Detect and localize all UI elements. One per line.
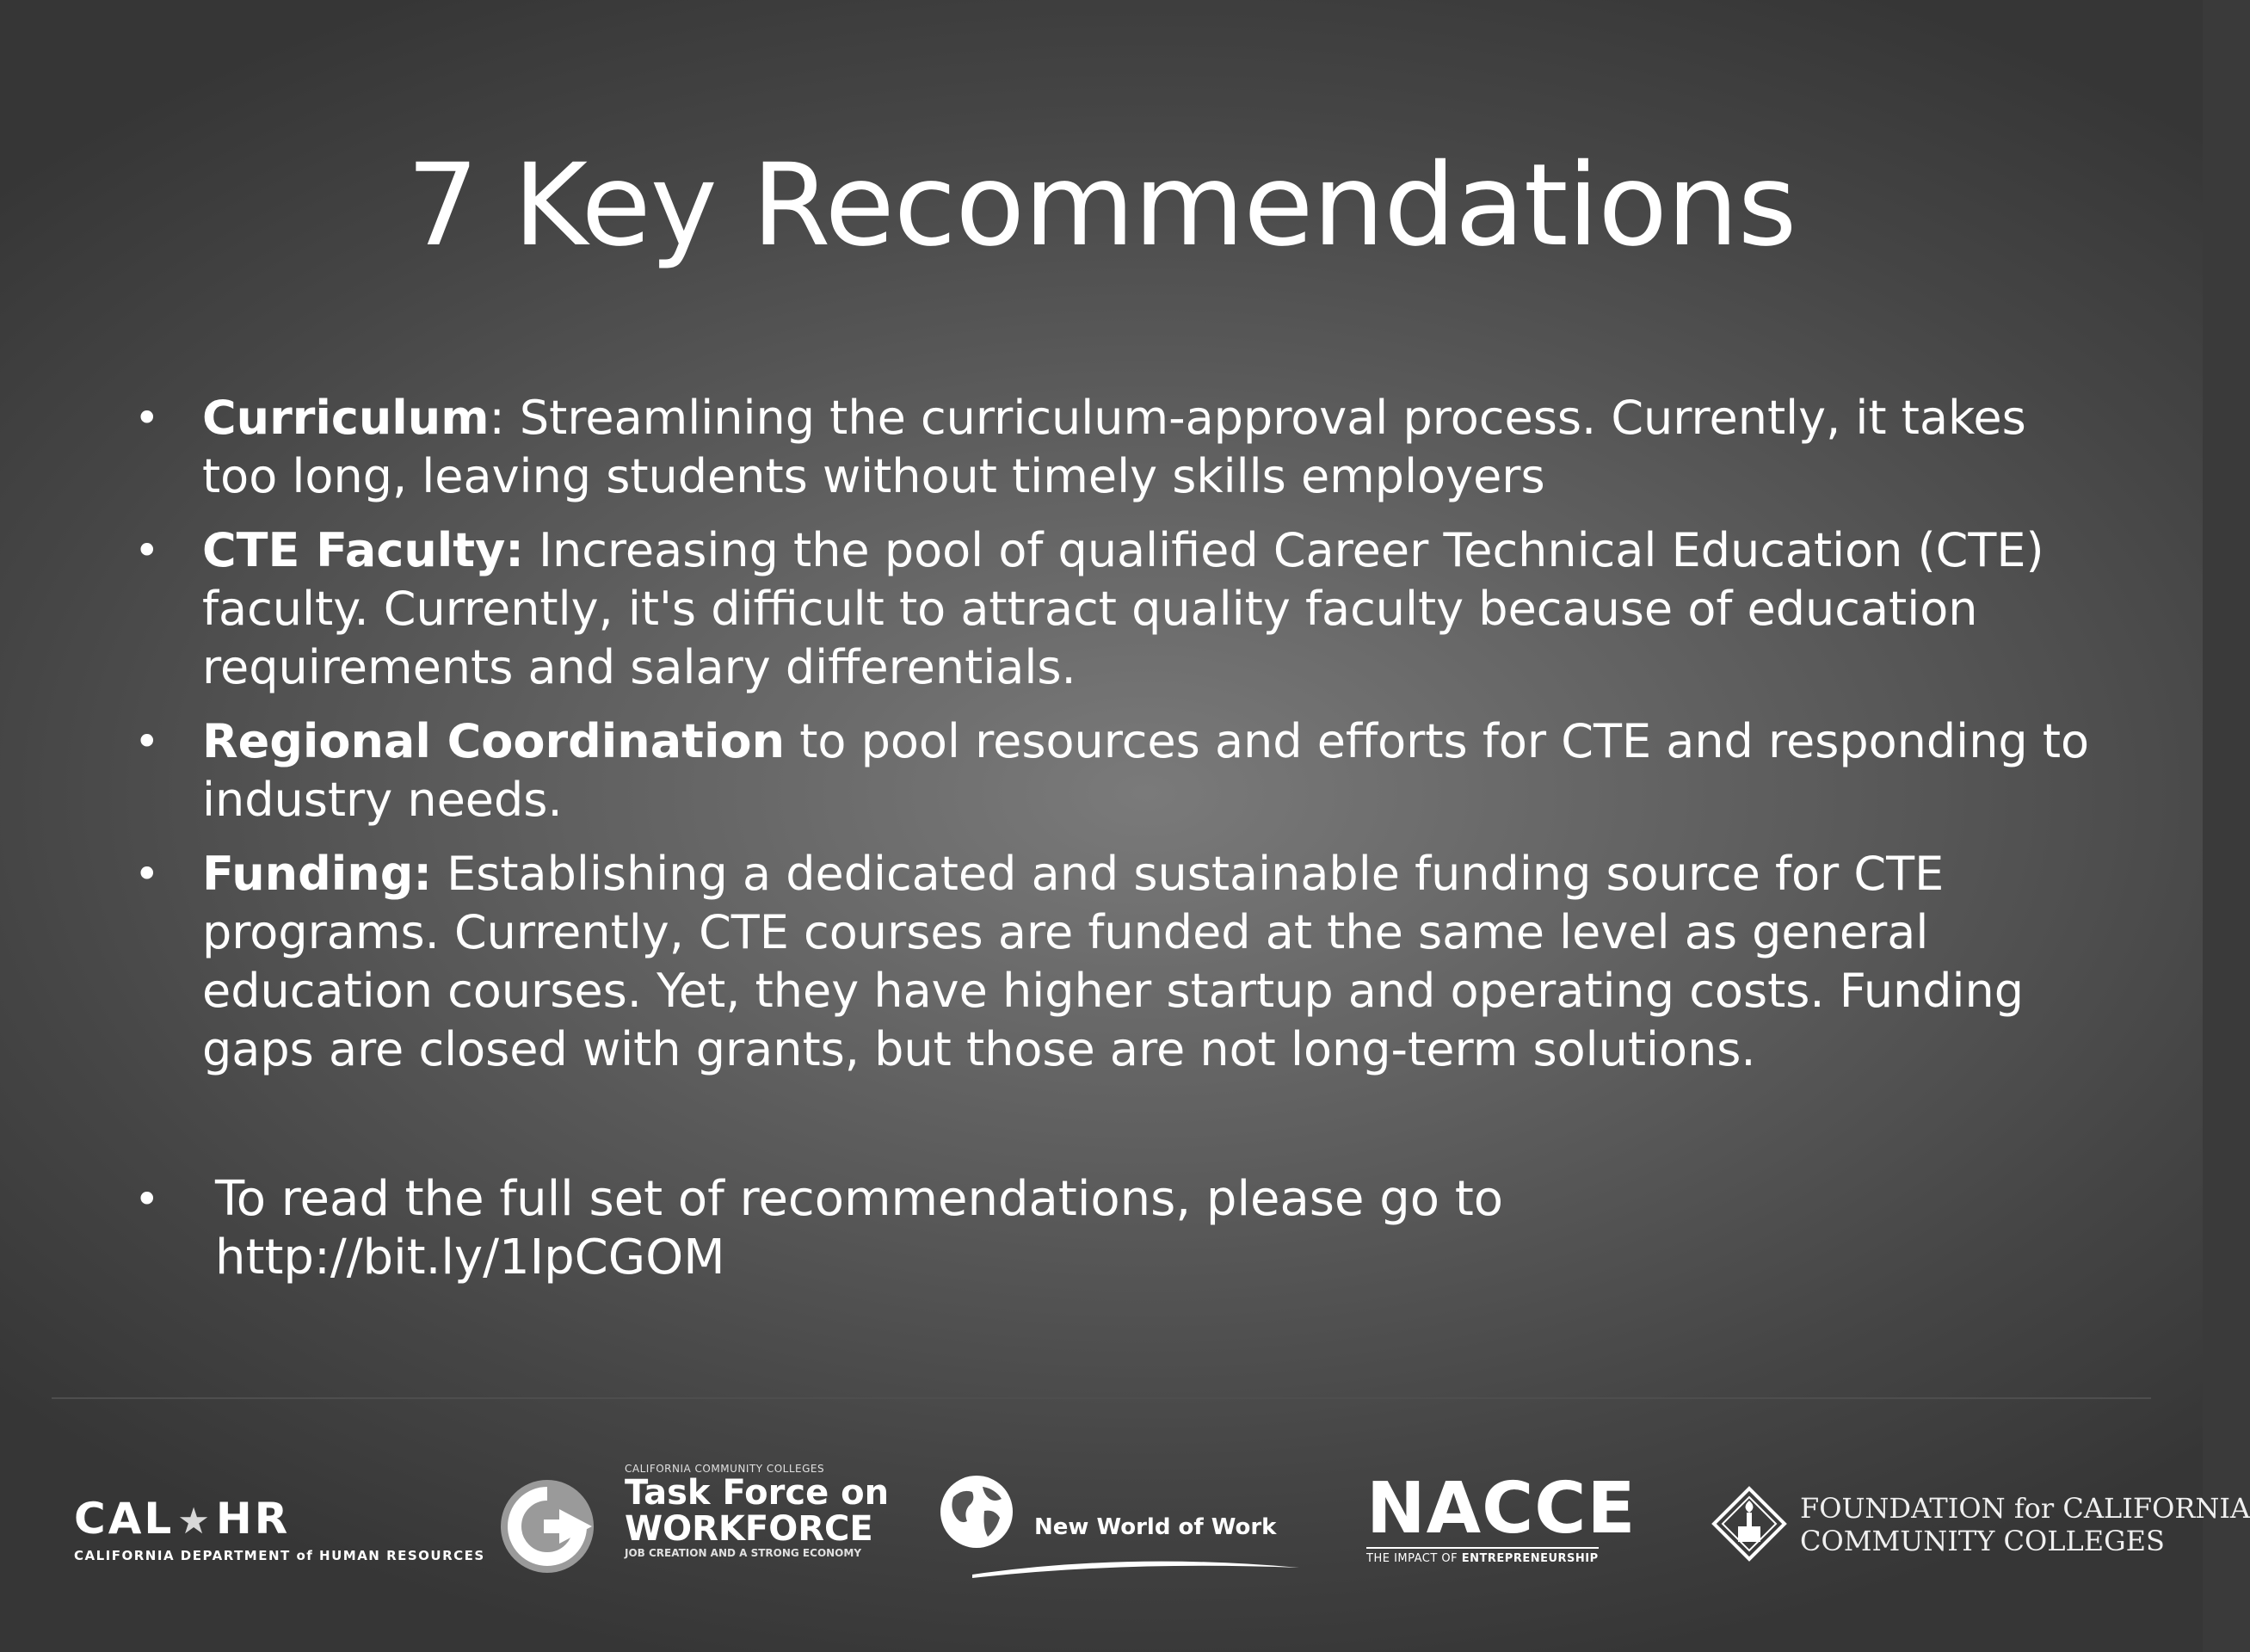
list-item xyxy=(129,389,2108,506)
circular-arrow-icon xyxy=(496,1475,599,1578)
bullet-text: Establishing a dedicated and sustainable funding source for CTE programs. Currently, CTE courses are funded at the same level as general education courses. Yet, they have higher startup and operating costs. Funding gaps are closed with grants, but those are not long-term solutions. xyxy=(202,847,2025,1076)
star-icon: ★ xyxy=(177,1500,213,1542)
nacce-subtitle xyxy=(1366,1547,1599,1565)
list-item xyxy=(129,712,2108,829)
bullet-label: Funding: xyxy=(202,847,432,901)
bullet-text: Increasing the pool of qualified Career Technical Education (CTE) faculty. Currently, it's difficult to attract quality faculty because of education requirements and salary differentials. xyxy=(202,523,2044,694)
nacce-logo-text: NACCE xyxy=(1366,1468,1637,1550)
taskforce-small-text: CALIFORNIA COMMUNITY COLLEGES xyxy=(625,1463,825,1475)
nacce-subtitle-prefix: THE IMPACT OF xyxy=(1366,1552,1462,1565)
calhr-logo xyxy=(74,1495,485,1563)
bullet-glyph: • xyxy=(134,849,160,899)
nacce-logo xyxy=(1366,1468,1637,1565)
slide-title: 7 Key Recommendations xyxy=(406,139,1797,272)
read-more xyxy=(129,1170,2108,1287)
taskforce-tagline: JOB CREATION AND A STRONG ECONOMY xyxy=(625,1547,862,1559)
recommendations-link[interactable]: http://bit.ly/1IpCGOM xyxy=(215,1230,725,1285)
foundation-line2: COMMUNITY COLLEGES xyxy=(1800,1525,2165,1557)
list-item xyxy=(129,521,2108,697)
bullet-label: Regional Coordination xyxy=(202,714,786,768)
bullet-label: Curriculum xyxy=(202,391,490,445)
taskforce-line2: WORKFORCE xyxy=(625,1509,873,1549)
bullet-glyph: • xyxy=(134,1174,160,1224)
calhr-subtitle: CALIFORNIA DEPARTMENT of HUMAN RESOURCES xyxy=(74,1548,485,1563)
foundation-line1: FOUNDATION for CALIFORNIA xyxy=(1800,1492,2250,1525)
read-more-text: To read the full set of recommendations, please go to xyxy=(215,1171,1504,1227)
bullet-glyph: • xyxy=(134,393,160,443)
bullet-label: CTE Faculty: xyxy=(202,523,524,577)
swoosh-icon xyxy=(972,1549,1299,1583)
taskforce-line1: Task Force on xyxy=(625,1473,890,1513)
torch-diamond-icon xyxy=(1712,1487,1786,1561)
footer-divider xyxy=(52,1397,2151,1399)
bullet-text: Streamlining the curriculum-approval process. Currently, it takes too long, leaving students without timely skills employers xyxy=(202,391,2026,503)
nacce-subtitle-bold: ENTREPRENEURSHIP xyxy=(1461,1552,1599,1565)
bullet-glyph: • xyxy=(134,526,160,576)
bullet-label-suffix: : xyxy=(489,391,505,445)
bullet-glyph: • xyxy=(134,717,160,767)
globe-icon xyxy=(938,1473,1015,1550)
bullet-text: to pool resources and efforts for CTE and responding to industry needs. xyxy=(202,714,2090,827)
calhr-logo-left: CAL xyxy=(74,1494,175,1544)
recommendation-list xyxy=(129,389,2108,1094)
list-item xyxy=(129,845,2108,1079)
calhr-logo-right: HR xyxy=(215,1494,291,1544)
new-world-of-work-text: New World of Work xyxy=(1034,1514,1277,1540)
